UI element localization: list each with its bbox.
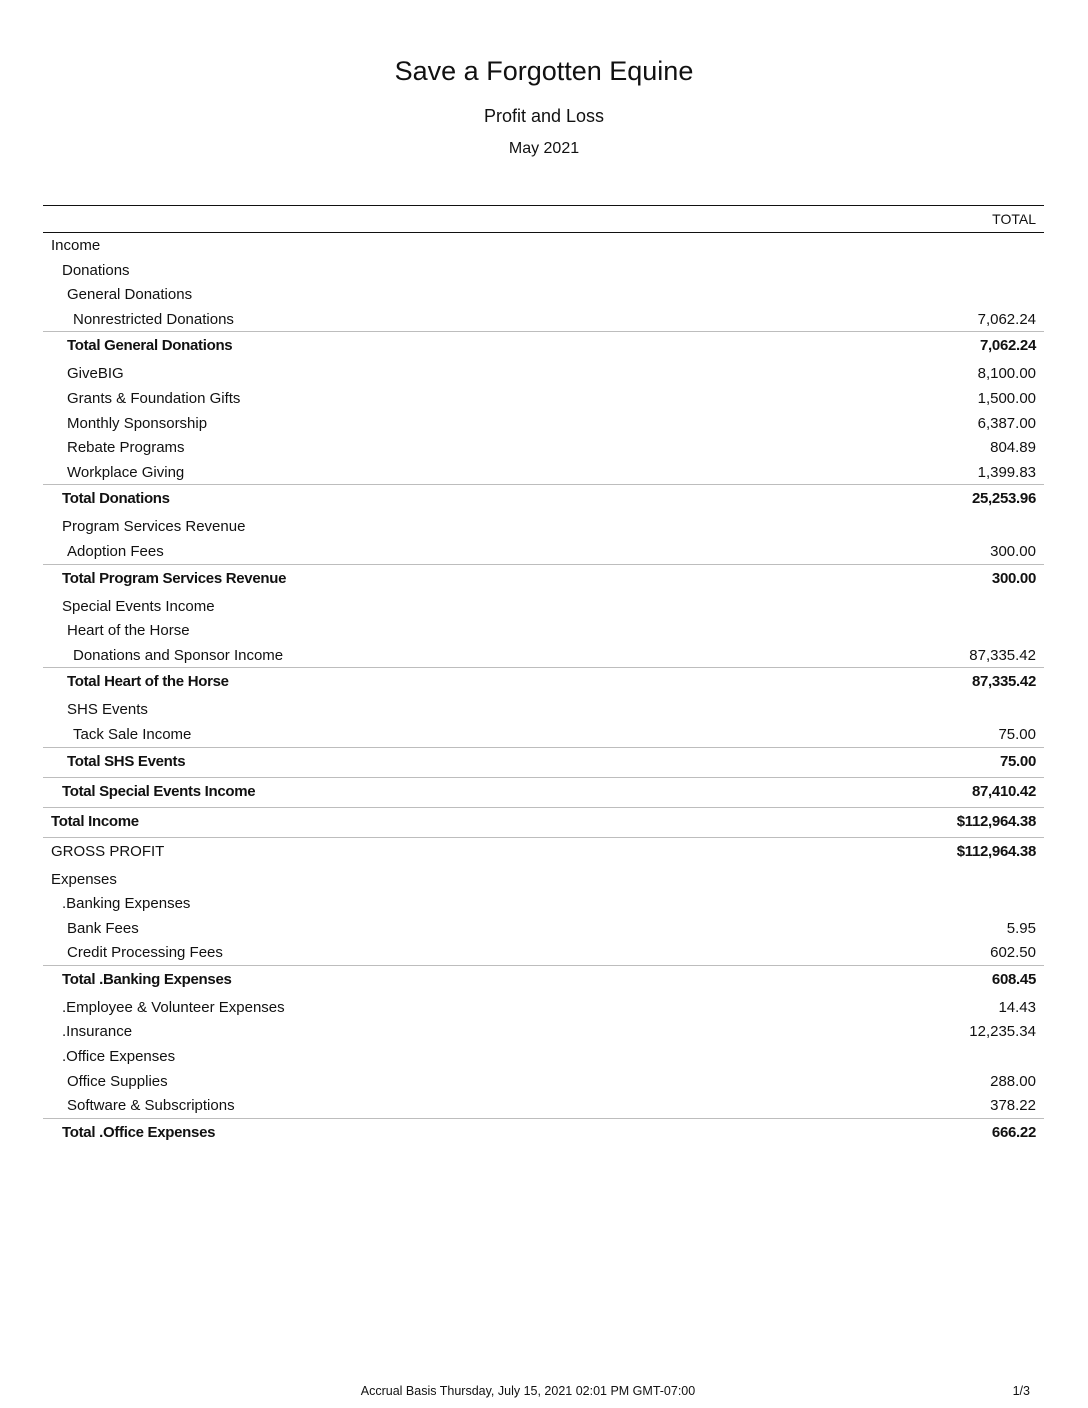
row-amount: 300.00 — [990, 542, 1036, 560]
row-amount: 8,100.00 — [977, 365, 1036, 383]
row-label: Donations and Sponsor Income — [73, 646, 284, 664]
row-amount: 12,235.34 — [969, 1023, 1036, 1041]
company-name: Save a Forgotten Equine — [394, 56, 694, 86]
total-row — [43, 807, 1044, 837]
row-label: .Insurance — [62, 1023, 133, 1041]
row-label: .Employee & Volunteer Expenses — [62, 998, 285, 1016]
row-amount: 25,253.96 — [971, 490, 1036, 508]
total-row — [43, 331, 1044, 361]
table-row — [43, 460, 1044, 485]
table-row — [43, 1044, 1044, 1069]
row-label: Heart of the Horse — [67, 622, 190, 640]
table-row — [43, 435, 1044, 460]
table-row — [43, 1093, 1044, 1118]
table-row — [43, 618, 1044, 643]
row-label: Total .Banking Expenses — [62, 970, 232, 988]
row-amount: 300.00 — [991, 569, 1036, 587]
table-row — [43, 307, 1044, 332]
row-label: GROSS PROFIT — [51, 842, 165, 860]
row-label: Bank Fees — [67, 919, 139, 937]
row-label: Total Income — [51, 812, 139, 830]
row-amount: 75.00 — [998, 725, 1036, 743]
row-label: Special Events Income — [62, 597, 215, 615]
row-label: SHS Events — [67, 701, 148, 719]
table-row — [43, 940, 1044, 965]
table-row — [43, 643, 1044, 668]
row-label: Total Donations — [62, 490, 170, 508]
row-amount: 7,062.24 — [977, 310, 1036, 328]
row-label: Program Services Revenue — [62, 518, 246, 536]
row-label: Nonrestricted Donations — [73, 310, 234, 328]
table-body — [43, 233, 1044, 1148]
row-label: Workplace Giving — [67, 463, 185, 481]
table-row — [43, 233, 1044, 258]
column-header-row — [43, 206, 1044, 233]
row-amount: 602.50 — [990, 944, 1036, 962]
report-period: May 2021 — [508, 140, 580, 157]
total-row — [43, 1118, 1044, 1148]
table-row — [43, 386, 1044, 411]
row-label: Credit Processing Fees — [67, 944, 223, 962]
table-row — [43, 891, 1044, 916]
table-row — [43, 1019, 1044, 1044]
total-row — [43, 667, 1044, 697]
row-amount: 608.45 — [991, 970, 1036, 988]
row-label: Total Heart of the Horse — [67, 673, 229, 691]
table-row — [43, 995, 1044, 1020]
row-label: Donations — [62, 261, 130, 279]
total-row — [43, 747, 1044, 777]
row-label: .Banking Expenses — [62, 895, 191, 913]
footer-page-number: 1/3 — [1012, 1384, 1030, 1398]
row-label: Grants & Foundation Gifts — [67, 389, 241, 407]
column-header-total: TOTAL — [992, 211, 1036, 227]
row-label: General Donations — [67, 286, 193, 304]
row-label: Software & Subscriptions — [67, 1097, 235, 1115]
row-label: Total .Office Expenses — [62, 1123, 216, 1141]
table-row — [43, 282, 1044, 307]
row-amount: 6,387.00 — [977, 414, 1036, 432]
table-row — [43, 697, 1044, 722]
total-row — [43, 777, 1044, 807]
row-amount: 87,335.42 — [971, 673, 1036, 691]
table-row — [43, 837, 1044, 867]
table-row — [43, 722, 1044, 747]
table-row — [43, 514, 1044, 539]
row-label: Rebate Programs — [67, 439, 185, 457]
row-label: Total Program Services Revenue — [62, 569, 287, 587]
row-amount: $112,964.38 — [956, 812, 1036, 830]
row-label: GiveBIG — [67, 365, 124, 383]
row-amount: 666.22 — [991, 1123, 1036, 1141]
table-row — [43, 361, 1044, 386]
total-row — [43, 564, 1044, 594]
row-label: Expenses — [51, 870, 117, 888]
table-row — [43, 539, 1044, 564]
table-row — [43, 867, 1044, 892]
footer-basis: Accrual Basis Thursday, July 15, 2021 02:01 PM GMT-07:00 — [360, 1384, 696, 1398]
profit-loss-table — [43, 205, 1044, 1148]
row-label: Income — [51, 237, 101, 254]
row-label: Adoption Fees — [67, 542, 164, 560]
table-row — [43, 1069, 1044, 1094]
row-amount: 1,399.83 — [977, 463, 1036, 481]
total-row — [43, 484, 1044, 514]
row-amount: 5.95 — [1006, 919, 1036, 937]
row-amount: 75.00 — [999, 752, 1036, 770]
row-amount: 1,500.00 — [977, 389, 1036, 407]
row-amount: 378.22 — [990, 1097, 1036, 1115]
row-amount: 804.89 — [990, 439, 1036, 457]
row-label: .Office Expenses — [62, 1048, 176, 1066]
row-amount: 7,062.24 — [980, 337, 1036, 355]
row-label: Total SHS Events — [67, 752, 186, 770]
row-amount: 288.00 — [990, 1072, 1036, 1090]
total-row — [43, 965, 1044, 995]
table-row — [43, 258, 1044, 283]
row-label: Total Special Events Income — [62, 782, 256, 800]
table-row — [43, 916, 1044, 941]
row-label: Tack Sale Income — [73, 725, 192, 743]
row-amount: $112,964.38 — [956, 842, 1036, 860]
row-amount: 87,410.42 — [971, 782, 1036, 800]
table-row — [43, 411, 1044, 436]
row-amount: 14.43 — [998, 998, 1036, 1016]
row-label: Office Supplies — [67, 1072, 168, 1090]
row-label: Total General Donations — [67, 337, 233, 355]
row-amount: 87,335.42 — [969, 646, 1036, 664]
table-row — [43, 594, 1044, 619]
row-label: Monthly Sponsorship — [67, 414, 208, 432]
report-title: Profit and Loss — [483, 106, 605, 126]
